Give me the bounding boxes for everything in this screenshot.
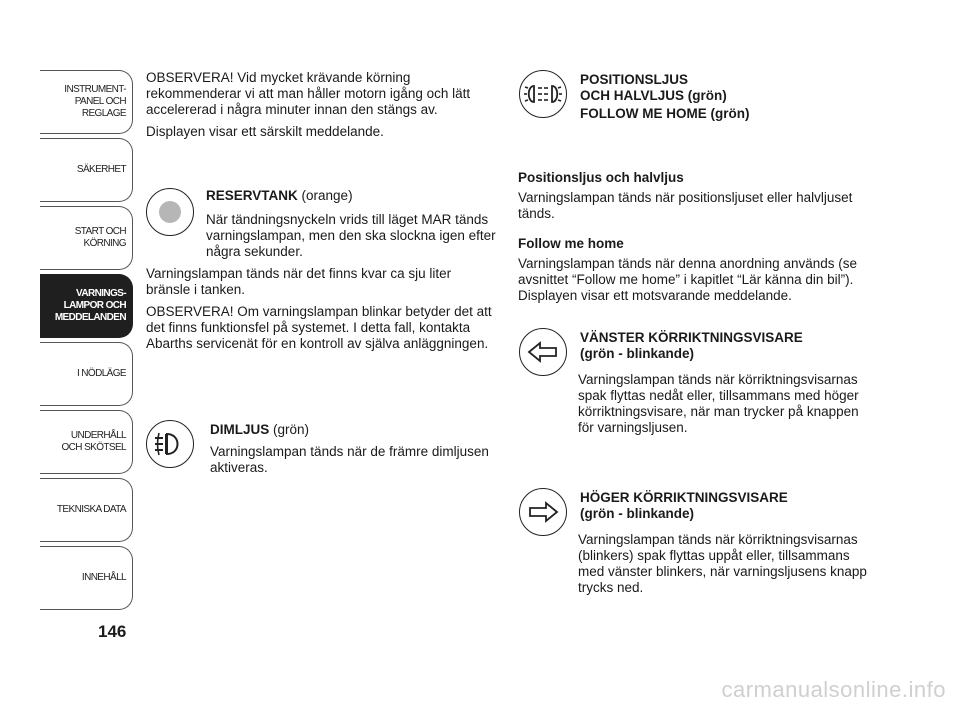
tab-sakerhet[interactable]: SÄKERHET	[40, 138, 133, 202]
arrow-left-icon	[527, 340, 559, 364]
chapter-tabs	[40, 70, 133, 614]
position-text	[518, 170, 868, 304]
right-indicator-lamp	[519, 488, 567, 536]
right-indicator-title: HÖGER KÖRRIKTNINGSVISARE	[580, 490, 788, 505]
tab-varningslampor[interactable]: VARNINGS- LAMPOR OCH MEDDELANDEN	[40, 274, 133, 338]
reserv-block	[206, 188, 496, 204]
left-indicator-heading	[580, 330, 880, 362]
position-light-lamp	[519, 70, 567, 118]
fog-light-icon	[153, 429, 187, 459]
dim-block	[210, 422, 500, 476]
right-indicator-color: (grön - blinkande)	[580, 506, 694, 521]
tab-start-korning[interactable]: START OCH KÖRNING	[40, 206, 133, 270]
left-indicator-lamp	[519, 328, 567, 376]
position-heading-1: POSITIONSLJUS	[580, 72, 689, 87]
left-indicator-body: Varningslampan tänds när körriktningsvisarnas spak flyttas nedåt eller, tillsammans med höger körriktningsvisare, när man trycker på knappen för varningsljusen.	[578, 372, 859, 435]
tab-i-nodlage[interactable]: I NÖDLÄGE	[40, 342, 133, 406]
reserv-text	[146, 212, 496, 352]
left-column	[146, 70, 496, 140]
left-indicator-title: VÄNSTER KÖRRIKTNINGSVISARE	[580, 330, 803, 345]
position-heading-3: FOLLOW ME HOME (grön)	[580, 106, 750, 121]
tab-innehall[interactable]: INNEHÅLL	[40, 546, 133, 610]
position-body: Varningslampan tänds när positionsljuset eller halvljuset tänds.	[518, 190, 853, 221]
fog-light-lamp	[146, 420, 194, 468]
position-subheading: Positionsljus och halvljus	[518, 170, 684, 185]
tab-underhall[interactable]: UNDERHÅLL OCH SKÖTSEL	[40, 410, 133, 474]
position-heading-block	[580, 72, 880, 122]
left-indicator-text	[518, 372, 868, 436]
left-indicator-color: (grön - blinkande)	[580, 346, 694, 361]
dim-heading: DIMLJUS (grön)	[210, 422, 310, 437]
right-indicator-heading	[580, 490, 880, 522]
fmh-subheading: Follow me home	[518, 236, 624, 251]
dim-body: Varningslampan tänds när de främre dimljusen aktiveras.	[210, 444, 489, 475]
tab-tekniska-data[interactable]: TEKNISKA DATA	[40, 478, 133, 542]
position-heading-2: OCH HALVLJUS (grön)	[580, 88, 727, 103]
right-indicator-text	[518, 532, 868, 596]
arrow-right-icon	[527, 500, 559, 524]
reserv-body-2: Varningslampan tänds när det finns kvar ca sju liter bränsle i tanken.	[146, 266, 452, 297]
tab-instrumentpanel[interactable]: INSTRUMENT- PANEL OCH REGLAGE	[40, 70, 133, 134]
reserv-heading: RESERVTANK (orange)	[206, 188, 353, 203]
fmh-body: Varningslampan tänds när denna anordning används (se avsnittet “Follow me home” i kapitlet “Lär känna din bil”). Displayen visar ett motsvarande meddelande.	[518, 256, 857, 303]
intro-display-text: Displayen visar ett särskilt meddelande.	[146, 124, 384, 139]
watermark: carmanualsonline.info	[721, 677, 946, 702]
page-number: 146	[98, 622, 127, 641]
reserv-body-1: När tändningsnyckeln vrids till läget MAR tänds varningslampan, men den ska slockna igen efter några sekunder.	[206, 212, 496, 259]
position-light-icon	[523, 81, 563, 107]
intro-text: OBSERVERA! Vid mycket krävande körning rekommenderar vi att man håller motorn igång och lätt accelererad i några minuter innan den stängs av.	[146, 70, 471, 117]
reserv-body-3: OBSERVERA! Om varningslampan blinkar betyder det att det finns funktionsfel på systemet. I detta fall, kontakta Abarths servicenät för en kontroll av själva anläggningen.	[146, 304, 492, 351]
right-indicator-body: Varningslampan tänds när körriktningsvisarnas (blinkers) spak flyttas uppåt eller, tillsammans med vänster blinkers, när varningsljusens knapp trycks ned.	[578, 532, 867, 595]
